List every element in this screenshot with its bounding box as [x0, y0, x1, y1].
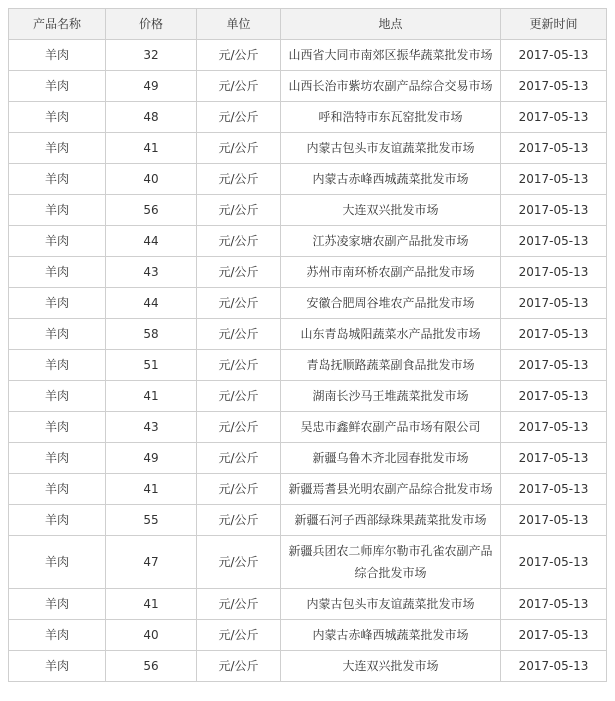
table-row [9, 443, 607, 474]
cell-unit: 元/公斤 [197, 164, 281, 195]
header-price: 价格 [106, 9, 197, 40]
cell-price: 40 [106, 164, 197, 195]
cell-product: 羊肉 [9, 195, 106, 226]
cell-location: 江苏凌家塘农副产品批发市场 [281, 226, 501, 257]
cell-product: 羊肉 [9, 133, 106, 164]
cell-location: 山西省大同市南郊区振华蔬菜批发市场 [281, 40, 501, 71]
cell-updated: 2017-05-13 [501, 350, 607, 381]
header-location: 地点 [281, 9, 501, 40]
cell-updated: 2017-05-13 [501, 40, 607, 71]
cell-unit: 元/公斤 [197, 288, 281, 319]
cell-product: 羊肉 [9, 412, 106, 443]
table-row [9, 536, 607, 589]
table-row [9, 257, 607, 288]
cell-price: 41 [106, 381, 197, 412]
cell-location: 山东青岛城阳蔬菜水产品批发市场 [281, 319, 501, 350]
cell-product: 羊肉 [9, 589, 106, 620]
cell-price: 40 [106, 620, 197, 651]
cell-location: 内蒙古赤峰西城蔬菜批发市场 [281, 164, 501, 195]
cell-unit: 元/公斤 [197, 536, 281, 589]
table-row [9, 319, 607, 350]
cell-price: 43 [106, 257, 197, 288]
header-row [9, 9, 607, 40]
header-unit: 单位 [197, 9, 281, 40]
cell-updated: 2017-05-13 [501, 443, 607, 474]
cell-price: 44 [106, 288, 197, 319]
cell-location: 内蒙古包头市友谊蔬菜批发市场 [281, 589, 501, 620]
cell-product: 羊肉 [9, 651, 106, 682]
cell-location: 山西长治市紫坊农副产品综合交易市场 [281, 71, 501, 102]
cell-updated: 2017-05-13 [501, 589, 607, 620]
cell-updated: 2017-05-13 [501, 536, 607, 589]
cell-product: 羊肉 [9, 443, 106, 474]
cell-location: 大连双兴批发市场 [281, 651, 501, 682]
cell-unit: 元/公斤 [197, 443, 281, 474]
table-row [9, 40, 607, 71]
cell-updated: 2017-05-13 [501, 102, 607, 133]
cell-location: 大连双兴批发市场 [281, 195, 501, 226]
cell-location: 新疆焉耆县光明农副产品综合批发市场 [281, 474, 501, 505]
cell-product: 羊肉 [9, 474, 106, 505]
cell-unit: 元/公斤 [197, 620, 281, 651]
cell-price: 55 [106, 505, 197, 536]
cell-updated: 2017-05-13 [501, 319, 607, 350]
cell-location: 新疆石河子西部绿珠果蔬菜批发市场 [281, 505, 501, 536]
cell-price: 48 [106, 102, 197, 133]
cell-unit: 元/公斤 [197, 474, 281, 505]
cell-updated: 2017-05-13 [501, 412, 607, 443]
cell-price: 32 [106, 40, 197, 71]
header-updated: 更新时间 [501, 9, 607, 40]
table-row [9, 505, 607, 536]
cell-unit: 元/公斤 [197, 381, 281, 412]
cell-product: 羊肉 [9, 40, 106, 71]
cell-unit: 元/公斤 [197, 319, 281, 350]
cell-unit: 元/公斤 [197, 133, 281, 164]
cell-product: 羊肉 [9, 71, 106, 102]
cell-price: 43 [106, 412, 197, 443]
cell-unit: 元/公斤 [197, 412, 281, 443]
table-row [9, 474, 607, 505]
cell-updated: 2017-05-13 [501, 474, 607, 505]
cell-updated: 2017-05-13 [501, 620, 607, 651]
cell-price: 49 [106, 71, 197, 102]
cell-price: 51 [106, 350, 197, 381]
cell-location: 新疆乌鲁木齐北园春批发市场 [281, 443, 501, 474]
cell-product: 羊肉 [9, 164, 106, 195]
cell-product: 羊肉 [9, 257, 106, 288]
table-row [9, 71, 607, 102]
cell-location: 吴忠市鑫鲜农副产品市场有限公司 [281, 412, 501, 443]
cell-location: 呼和浩特市东瓦窑批发市场 [281, 102, 501, 133]
cell-product: 羊肉 [9, 102, 106, 133]
cell-price: 56 [106, 651, 197, 682]
cell-price: 56 [106, 195, 197, 226]
table-row [9, 164, 607, 195]
cell-price: 44 [106, 226, 197, 257]
cell-updated: 2017-05-13 [501, 164, 607, 195]
cell-unit: 元/公斤 [197, 651, 281, 682]
table-row [9, 195, 607, 226]
cell-updated: 2017-05-13 [501, 651, 607, 682]
cell-location: 安徽合肥周谷堆农产品批发市场 [281, 288, 501, 319]
cell-product: 羊肉 [9, 536, 106, 589]
table-body [9, 40, 607, 682]
cell-unit: 元/公斤 [197, 257, 281, 288]
table-row [9, 350, 607, 381]
cell-location: 内蒙古赤峰西城蔬菜批发市场 [281, 620, 501, 651]
cell-unit: 元/公斤 [197, 505, 281, 536]
cell-price: 41 [106, 133, 197, 164]
cell-product: 羊肉 [9, 620, 106, 651]
cell-unit: 元/公斤 [197, 195, 281, 226]
table-row [9, 288, 607, 319]
table-row [9, 620, 607, 651]
cell-location: 内蒙古包头市友谊蔬菜批发市场 [281, 133, 501, 164]
cell-updated: 2017-05-13 [501, 288, 607, 319]
cell-unit: 元/公斤 [197, 226, 281, 257]
table-row [9, 102, 607, 133]
cell-unit: 元/公斤 [197, 71, 281, 102]
cell-updated: 2017-05-13 [501, 226, 607, 257]
cell-unit: 元/公斤 [197, 589, 281, 620]
cell-price: 41 [106, 589, 197, 620]
cell-product: 羊肉 [9, 350, 106, 381]
table-row [9, 412, 607, 443]
cell-updated: 2017-05-13 [501, 505, 607, 536]
table-row [9, 651, 607, 682]
cell-price: 47 [106, 536, 197, 589]
table-header [9, 9, 607, 40]
cell-price: 58 [106, 319, 197, 350]
cell-product: 羊肉 [9, 505, 106, 536]
cell-unit: 元/公斤 [197, 350, 281, 381]
cell-location: 苏州市南环桥农副产品批发市场 [281, 257, 501, 288]
cell-product: 羊肉 [9, 381, 106, 412]
cell-unit: 元/公斤 [197, 102, 281, 133]
table-row [9, 226, 607, 257]
table-row [9, 381, 607, 412]
cell-updated: 2017-05-13 [501, 195, 607, 226]
table-row [9, 589, 607, 620]
cell-updated: 2017-05-13 [501, 257, 607, 288]
cell-product: 羊肉 [9, 226, 106, 257]
price-table [8, 8, 607, 682]
cell-updated: 2017-05-13 [501, 381, 607, 412]
cell-product: 羊肉 [9, 288, 106, 319]
header-product: 产品名称 [9, 9, 106, 40]
cell-updated: 2017-05-13 [501, 71, 607, 102]
cell-updated: 2017-05-13 [501, 133, 607, 164]
cell-product: 羊肉 [9, 319, 106, 350]
cell-location: 湖南长沙马王堆蔬菜批发市场 [281, 381, 501, 412]
cell-location: 新疆兵团农二师库尔勒市孔雀农副产品综合批发市场 [281, 536, 501, 589]
cell-price: 49 [106, 443, 197, 474]
cell-unit: 元/公斤 [197, 40, 281, 71]
cell-location: 青岛抚顺路蔬菜副食品批发市场 [281, 350, 501, 381]
cell-price: 41 [106, 474, 197, 505]
table-row [9, 133, 607, 164]
